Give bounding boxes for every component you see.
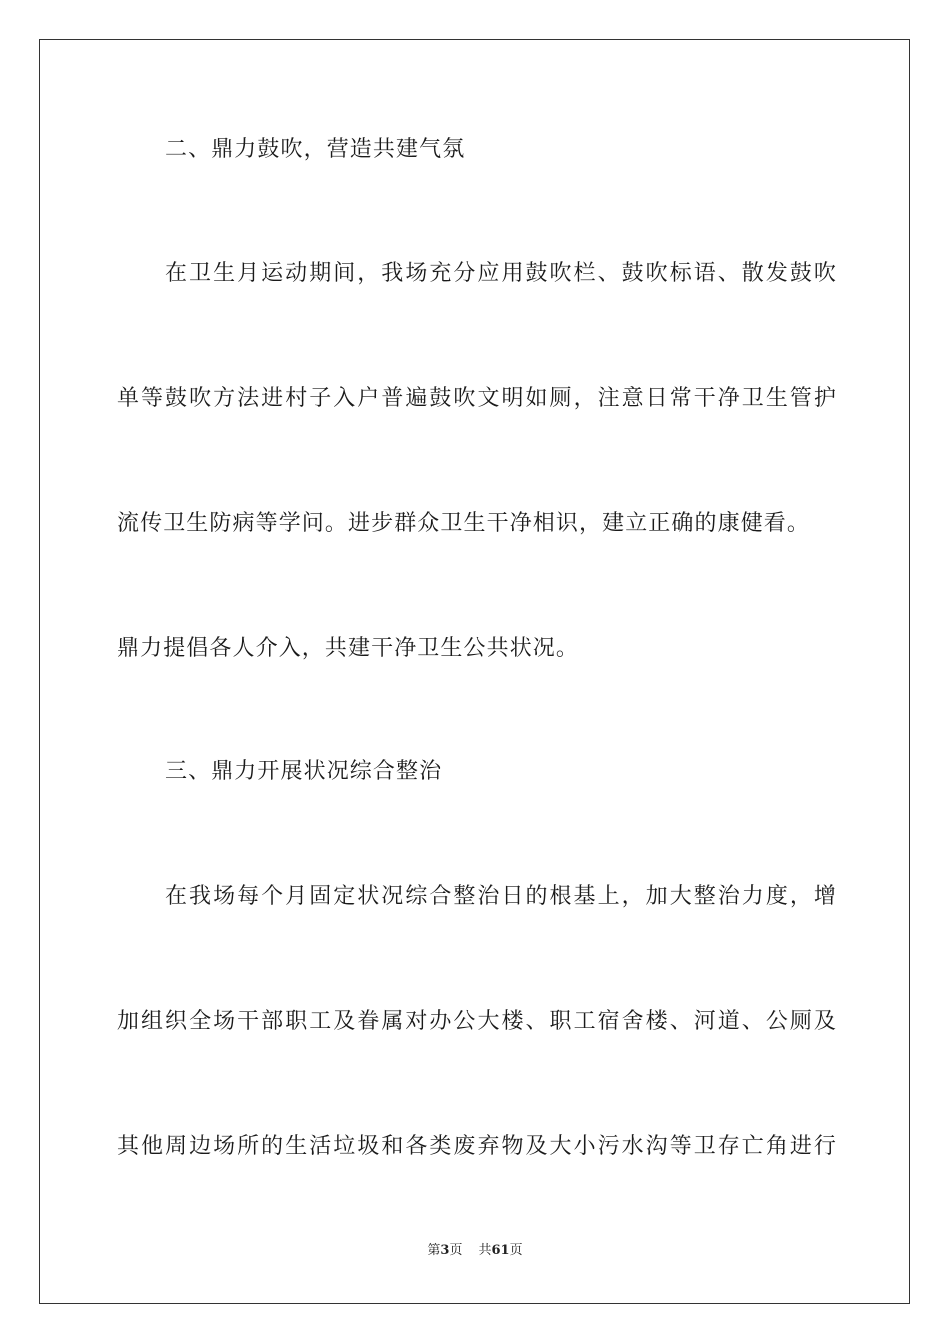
page-prefix: 第 [427,1243,441,1258]
section-heading-2: 二、鼎力鼓吹，营造共建气氛 [165,137,466,162]
paragraph-line: 流传卫生防病等学问。进步群众卫生干净相识，建立正确的康健看。 [117,511,811,536]
paragraph-line: 在卫生月运动期间，我场充分应用鼓吹栏、鼓吹标语、散发鼓吹 [165,261,837,286]
paragraph-line: 在我场每个月固定状况综合整治日的根基上，加大整治力度，增 [165,884,837,909]
page-footer [0,1243,950,1259]
paragraph-line: 单等鼓吹方法进村子入户普遍鼓吹文明如厕，注意日常干净卫生管护 [117,386,837,411]
page-suffix: 页 [449,1243,463,1258]
paragraph-line: 其他周边场所的生活垃圾和各类废弃物及大小污水沟等卫存亡角进行 [117,1134,837,1159]
section-heading-3: 三、鼎力开展状况综合整治 [165,759,443,784]
paragraph-line: 鼎力提倡各人介入，共建干净卫生公共状况。 [117,636,580,661]
paragraph-line: 加组织全场干部职工及眷属对办公大楼、职工宿舍楼、河道、公厕及 [117,1009,837,1034]
total-prefix: 共 [478,1243,492,1258]
total-suffix: 页 [509,1243,523,1258]
page-border [39,39,910,1304]
page-number: 3 [440,1243,450,1258]
total-pages: 61 [491,1243,510,1258]
